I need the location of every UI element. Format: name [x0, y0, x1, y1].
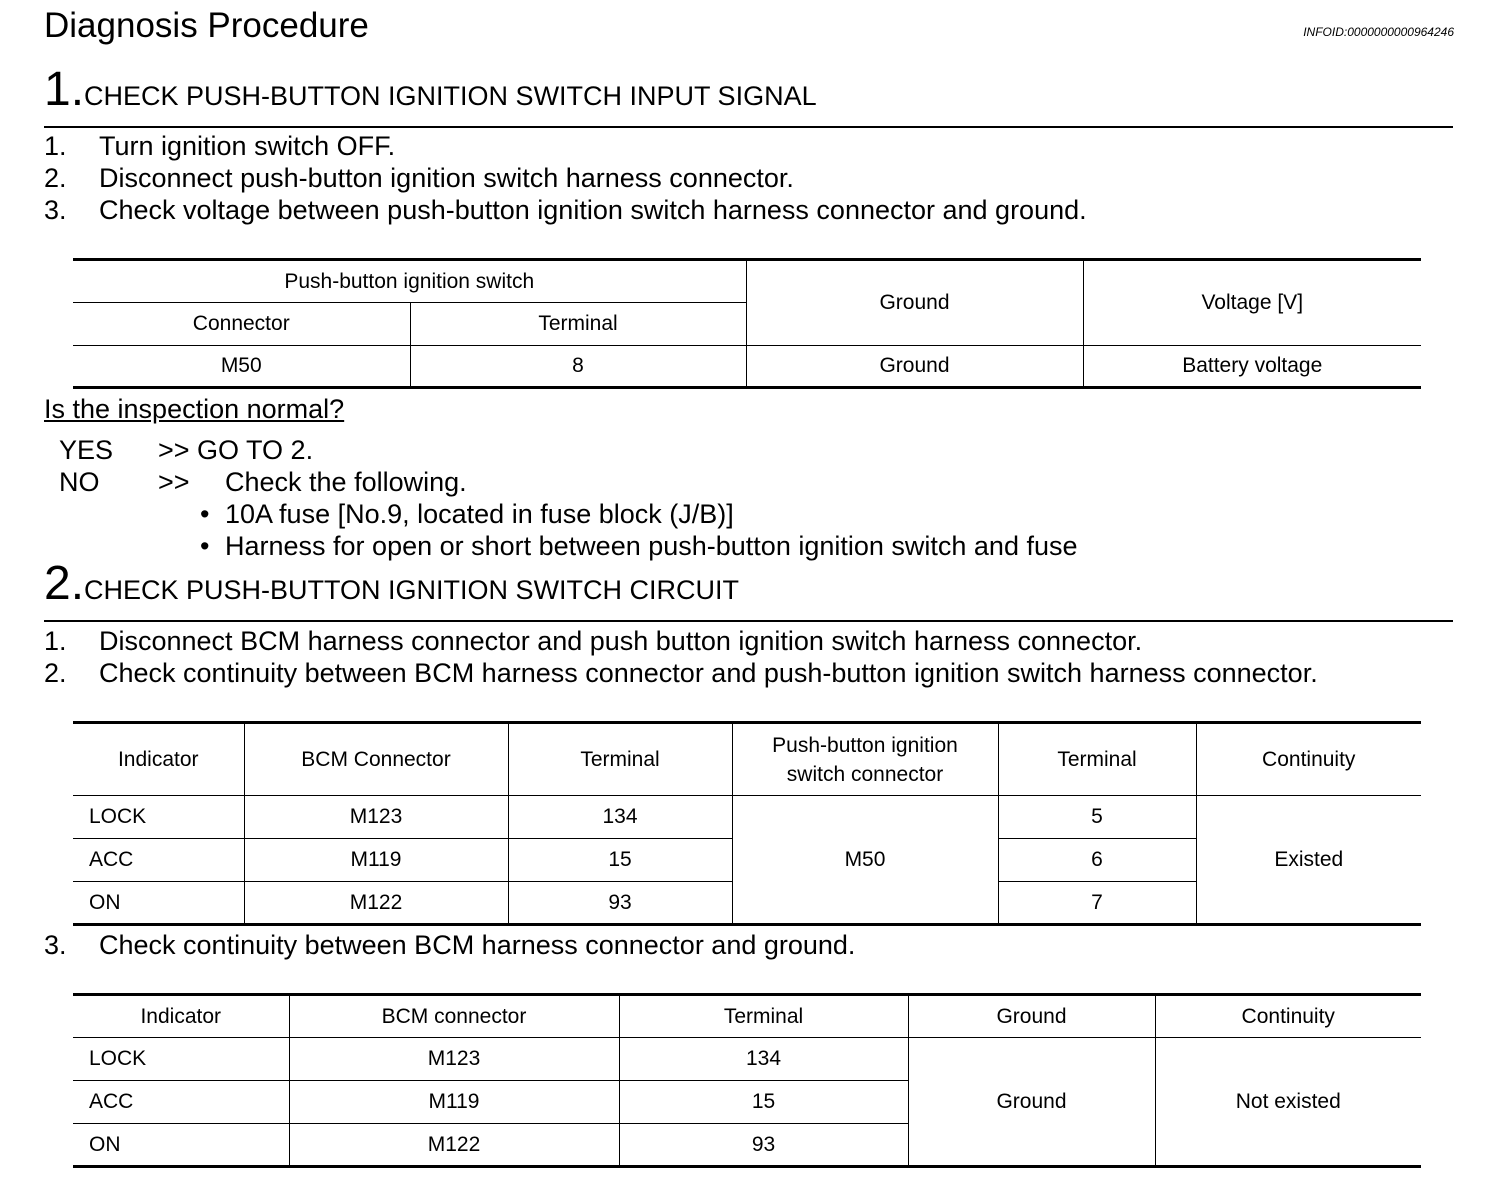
cell-bcm: M119 [244, 839, 508, 882]
no-text: Check the following. [225, 467, 467, 497]
item-number: 1. [44, 131, 67, 161]
header-indicator: Indicator [73, 723, 244, 796]
cell-connector: M50 [73, 346, 410, 388]
header-terminal: Terminal [619, 995, 908, 1038]
cell-indicator: ACC [73, 839, 244, 882]
item-number: 2. [44, 658, 67, 688]
item-text: Turn ignition switch OFF. [99, 131, 396, 161]
cell-continuity: Not existed [1155, 1038, 1421, 1167]
cell-indicator: ON [73, 882, 244, 925]
header-bcm-connector: BCM Connector [244, 723, 508, 796]
cell-switch-connector: M50 [732, 796, 998, 925]
ground-continuity-table [73, 993, 1421, 1168]
item-text: Disconnect push-button ignition switch harness connector. [99, 163, 794, 193]
cell-indicator: ACC [73, 1081, 289, 1124]
table-row [73, 796, 1421, 839]
header-ground: Ground [908, 995, 1155, 1038]
header-continuity: Continuity [1155, 995, 1421, 1038]
header-switch-connector [732, 723, 998, 796]
cell-indicator: LOCK [73, 1038, 289, 1081]
cell-bcm: M123 [289, 1038, 619, 1081]
cell-bcm: M122 [289, 1124, 619, 1167]
item-number: 1. [44, 626, 67, 656]
step1-title: CHECK PUSH-BUTTON IGNITION SWITCH INPUT SIGNAL [84, 81, 817, 111]
info-id: INFOID:0000000000964246 [1303, 25, 1454, 39]
inspection-question: Is the inspection normal? [44, 394, 345, 424]
cell-voltage: Battery voltage [1083, 346, 1421, 388]
step2-title: CHECK PUSH-BUTTON IGNITION SWITCH CIRCUIT [84, 575, 740, 605]
cell-terminal: 8 [410, 346, 746, 388]
cell-terminal: 15 [619, 1081, 908, 1124]
step2-item-1 [0, 625, 1504, 657]
cell-sw-terminal: 5 [998, 796, 1196, 839]
cell-terminal: 15 [508, 839, 732, 882]
item-text: Check voltage between push-button ignition switch harness connector and ground. [99, 195, 1087, 225]
check-item: 10A fuse [No.9, located in fuse block (J/B)] [225, 499, 734, 529]
cell-terminal: 134 [508, 796, 732, 839]
step1-item-2 [0, 162, 1504, 194]
yes-text: >> GO TO 2. [158, 435, 314, 465]
no-label: NO [59, 467, 100, 497]
cell-bcm: M119 [289, 1081, 619, 1124]
yes-label: YES [59, 435, 114, 465]
cell-continuity: Existed [1196, 796, 1421, 925]
cell-ground: Ground [908, 1038, 1155, 1167]
no-arrow: >> [158, 467, 190, 497]
bullet: • [200, 531, 210, 561]
page-title: Diagnosis Procedure [44, 6, 369, 45]
cell-sw-terminal: 6 [998, 839, 1196, 882]
cell-bcm: M122 [244, 882, 508, 925]
item-number: 3. [44, 195, 67, 225]
cell-ground: Ground [746, 346, 1083, 388]
step2-rule [44, 620, 1453, 622]
item-number: 3. [44, 930, 67, 960]
cell-terminal: 93 [619, 1124, 908, 1167]
step1-item-3 [0, 194, 1504, 226]
header-sw-terminal: Terminal [998, 723, 1196, 796]
step1-heading [44, 64, 817, 116]
check-item: Harness for open or short between push-button ignition switch and fuse [225, 531, 1078, 561]
continuity-table [73, 721, 1421, 926]
step1-number: 1. [44, 63, 85, 116]
col-voltage: Voltage [V] [1083, 260, 1421, 346]
table-row [73, 346, 1421, 388]
header-bcm-connector: BCM connector [289, 995, 619, 1038]
cell-terminal: 134 [619, 1038, 908, 1081]
voltage-table [73, 258, 1421, 389]
header-switch-connector-line2: switch connector [786, 762, 944, 786]
header-terminal: Terminal [508, 723, 732, 796]
cell-sw-terminal: 7 [998, 882, 1196, 925]
table-row [73, 1038, 1421, 1081]
item-text: Check continuity between BCM harness connector and push-button ignition switch harness connector. [99, 658, 1318, 688]
header-switch-connector-line1: Push-button ignition [772, 733, 958, 757]
step2-item-3 [0, 929, 1504, 961]
header-indicator: Indicator [73, 995, 289, 1038]
col-connector: Connector [73, 303, 410, 346]
step1-rule [44, 126, 1453, 128]
group-header: Push-button ignition switch [73, 260, 746, 303]
item-number: 2. [44, 163, 67, 193]
cell-indicator: LOCK [73, 796, 244, 839]
cell-bcm: M123 [244, 796, 508, 839]
col-ground: Ground [746, 260, 1083, 346]
step2-number: 2. [44, 557, 85, 610]
cell-indicator: ON [73, 1124, 289, 1167]
step2-item-2 [0, 657, 1504, 689]
step2-heading [44, 558, 739, 610]
col-terminal: Terminal [410, 303, 746, 346]
item-text: Disconnect BCM harness connector and push button ignition switch harness connector. [99, 626, 1143, 656]
bullet: • [200, 499, 210, 529]
step1-item-1 [0, 130, 1504, 162]
item-text: Check continuity between BCM harness connector and ground. [99, 930, 856, 960]
cell-terminal: 93 [508, 882, 732, 925]
header-continuity: Continuity [1196, 723, 1421, 796]
